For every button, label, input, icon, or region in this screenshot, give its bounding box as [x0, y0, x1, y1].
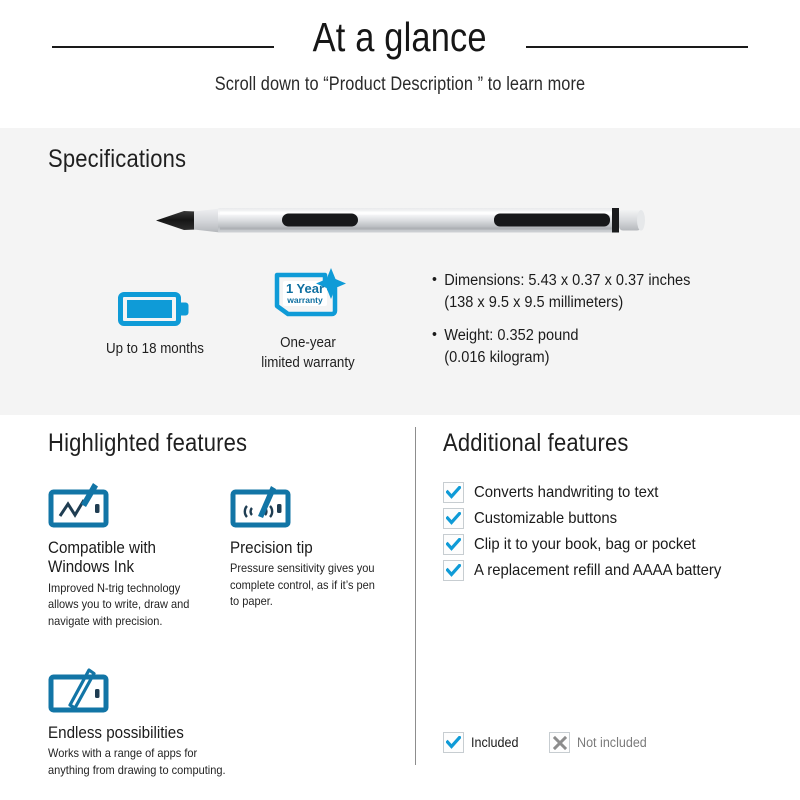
specifications-section	[0, 128, 800, 415]
warranty-label	[256, 334, 359, 373]
specification-icon-row	[0, 272, 800, 406]
specifications-heading: Specifications	[48, 145, 187, 173]
title-row	[0, 0, 800, 58]
list-item-label: Customizable buttons	[474, 509, 618, 527]
feature-description: Improved N-trig technology allows you to write, draw and navigate with precision.	[48, 581, 190, 628]
additional-features-list	[443, 482, 773, 581]
spec-bullet-dimensions	[432, 270, 742, 314]
stylus-pen-image	[150, 190, 670, 250]
highlighted-features-section	[48, 429, 398, 777]
feature-title: Compatible with Windows Ink	[48, 539, 156, 577]
title-rule-left	[52, 46, 274, 48]
feature-description: Works with a range of apps for anything from drawing to computing.	[48, 747, 226, 777]
highlighted-features-heading: Highlighted features	[48, 429, 248, 457]
spec-weight-sub: (0.016 kilogram)	[444, 349, 550, 366]
warranty-label-line2: limited warranty	[261, 354, 355, 371]
spec-battery	[92, 276, 218, 360]
warranty-badge-line2: warranty	[287, 295, 323, 305]
check-icon	[443, 534, 464, 555]
column-divider	[415, 427, 416, 765]
tablet-pen-write-icon	[48, 480, 213, 532]
feature-title: Endless possibilities	[48, 724, 184, 742]
list-item	[443, 534, 773, 555]
legend-included	[443, 732, 522, 753]
tablet-pen-pressure-icon	[230, 480, 395, 532]
page-title: At a glance	[312, 14, 488, 60]
list-item-label: Converts handwriting to text	[474, 483, 659, 501]
battery-label: Up to 18 months	[106, 341, 204, 357]
list-item-label: Clip it to your book, bag or pocket	[474, 535, 696, 553]
stylus-pen-illustration	[150, 190, 670, 250]
spec-bullet-weight	[432, 325, 742, 369]
feature-endless-possibilities	[48, 665, 248, 779]
specification-bullets	[432, 270, 762, 380]
page-header	[0, 0, 800, 128]
warranty-badge-icon	[252, 270, 364, 324]
list-item	[443, 508, 773, 529]
cross-icon	[549, 732, 570, 753]
check-icon	[443, 732, 464, 753]
spec-dimensions-main: Dimensions: 5.43 x 0.37 x 0.37 inches	[444, 272, 691, 289]
title-rule-right	[526, 46, 748, 48]
feature-title: Precision tip	[230, 539, 313, 557]
additional-features-heading: Additional features	[443, 429, 629, 457]
feature-description: Pressure sensitivity gives you complete control, as if it’s pen to paper.	[230, 562, 375, 609]
spec-weight-main: Weight: 0.352 pound	[444, 327, 579, 344]
list-item	[443, 482, 773, 503]
spec-warranty	[252, 270, 364, 373]
warranty-label-line1: One-year	[280, 335, 336, 351]
additional-features-section	[443, 429, 773, 581]
legend	[443, 732, 652, 753]
feature-windows-ink	[48, 480, 213, 630]
list-item	[443, 560, 773, 581]
legend-not-included-label: Not included	[577, 735, 647, 750]
spec-dimensions-sub: (138 x 9.5 x 9.5 millimeters)	[444, 294, 624, 311]
battery-icon	[92, 276, 218, 330]
tablet-pen-draw-icon	[48, 665, 248, 717]
bottom-sections	[0, 415, 800, 800]
warranty-badge-line1: 1 Year	[285, 281, 325, 296]
list-item-label: A replacement refill and AAAA battery	[474, 561, 722, 579]
check-icon	[443, 560, 464, 581]
highlighted-features-grid	[48, 480, 398, 777]
feature-precision-tip	[230, 480, 395, 611]
page-subtitle: Scroll down to “Product Description ” to learn more	[214, 74, 586, 95]
legend-included-label: Included	[471, 735, 519, 750]
check-icon	[443, 482, 464, 503]
legend-not-included	[549, 732, 652, 753]
check-icon	[443, 508, 464, 529]
